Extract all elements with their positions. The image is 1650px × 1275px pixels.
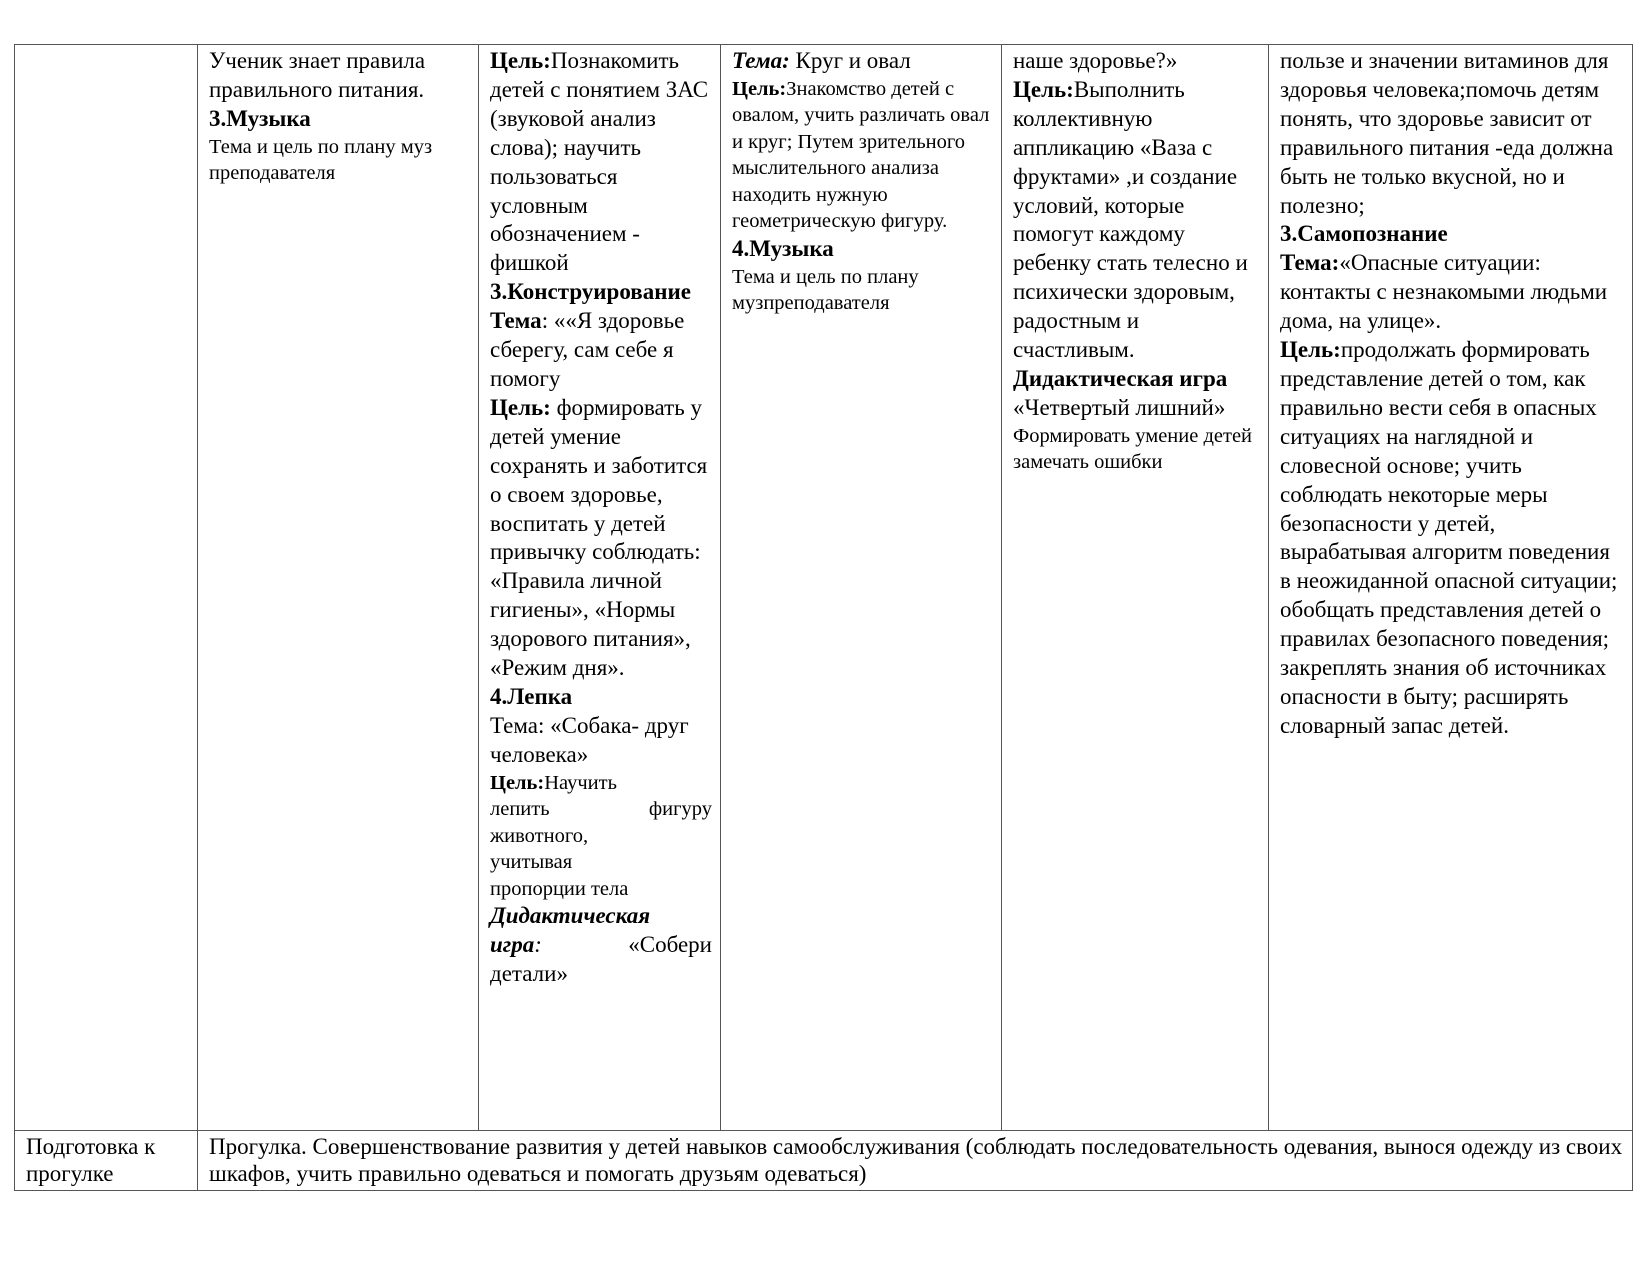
- text-paragraph: Формировать умение детей замечать ошибки: [1013, 424, 1253, 474]
- text-line: преподавателя: [209, 162, 336, 185]
- cell-col2: [479, 45, 721, 1131]
- goal-paragraph: Цель: формировать у детей умение сохранять и заботится о своем здоровье, воспитать у детей привычку соблюдать: «Правила личной гигиены», «Нормы здорового питания», «Режим дня».: [490, 394, 708, 681]
- table-row: [15, 1131, 1633, 1191]
- empty-cell: [15, 45, 198, 1131]
- theme-paragraph: Тема:«Опасные ситуации: контакты с незнакомыми людьми дома, на улице».: [1280, 250, 1608, 334]
- goal-paragraph: Цель:Знакомство детей с овалом, учить различать овал и круг; Путем зрительного мыслительного анализа находить нужную геометрическую фигуру.: [732, 77, 990, 233]
- walk-label-cell: Подготовка к прогулке: [15, 1131, 198, 1191]
- lesson-plan-table: [14, 44, 1633, 1191]
- cell-col1: [198, 45, 479, 1131]
- game-name: «Четвертый лишний»: [1013, 394, 1226, 420]
- section-heading-music: 4.Музыка: [732, 235, 834, 261]
- text-paragraph: наше здоровье?»: [1013, 48, 1178, 73]
- section-heading-self-knowledge: 3.Самопознание: [1280, 221, 1448, 247]
- goal-paragraph: Цель:продолжать формировать представление детей о том, как правильно вести себя в опасных ситуациях на наглядной и словесной основе; учить соблюдать некоторые меры безопасности у детей, вырабатывая алгоритм поведения в неожиданной опасной ситуации; обобщать представления детей о правилах безопасного поведения; закреплять знания об источниках опасности в быту; расширять словарный запас детей.: [1280, 337, 1618, 738]
- goal-paragraph: Цель:Выполнить коллективную аппликацию «Ваза с фруктами» ,и создание условий, которые помогут каждому ребенку стать телесно и психически здоровым, радостным и счастливым.: [1013, 76, 1248, 363]
- walk-text-cell: Прогулка. Совершенствование развития у детей навыков самообслуживания (соблюдать последовательность одевания, вынося одежду из своих шкафов, учить правильно одеваться и помогать друзьям одеваться): [198, 1131, 1633, 1191]
- cell-col3: [721, 45, 1002, 1131]
- cell-col5: [1269, 45, 1633, 1131]
- section-heading-music: 3.Музыка: [209, 105, 311, 131]
- text-line: правильного питания.: [209, 76, 425, 102]
- text-line: Ученик знает правила: [209, 48, 426, 73]
- theme-paragraph: Тема: «Собака- друг человека»: [490, 712, 689, 767]
- text-paragraph: пользе и значении витаминов для здоровья человека;помочь детям понять, что здоровье зависит от правильного питания -еда должна быть не только вкусной, но и полезно;: [1280, 48, 1614, 218]
- goal-paragraph: Цель:Научить лепить фигуру животного, учитывая пропорции тела: [490, 771, 712, 900]
- section-heading-modelling: 4.Лепка: [490, 683, 573, 709]
- text-paragraph: Тема и цель по плану музпреподавателя: [732, 265, 919, 315]
- theme-paragraph: Тема: ««Я здоровье сберегу, сам себе я помогу: [490, 308, 685, 391]
- goal-paragraph: Цель:Познакомить детей с понятием ЗАС (звуковой анализ слова); научить пользоваться условным обозначением - фишкой: [490, 48, 709, 276]
- section-heading-construct: 3.Конструирование: [490, 279, 691, 305]
- section-heading-game: Дидактическая игра: [1013, 365, 1228, 391]
- cell-col4: [1002, 45, 1269, 1131]
- text-line: Тема и цель по плану муз: [209, 135, 433, 158]
- didactic-game-paragraph: Дидактическая игра: «Собери детали»: [490, 903, 712, 986]
- table-row: [15, 45, 1633, 1131]
- theme-paragraph: Тема: Круг и овал: [732, 48, 911, 73]
